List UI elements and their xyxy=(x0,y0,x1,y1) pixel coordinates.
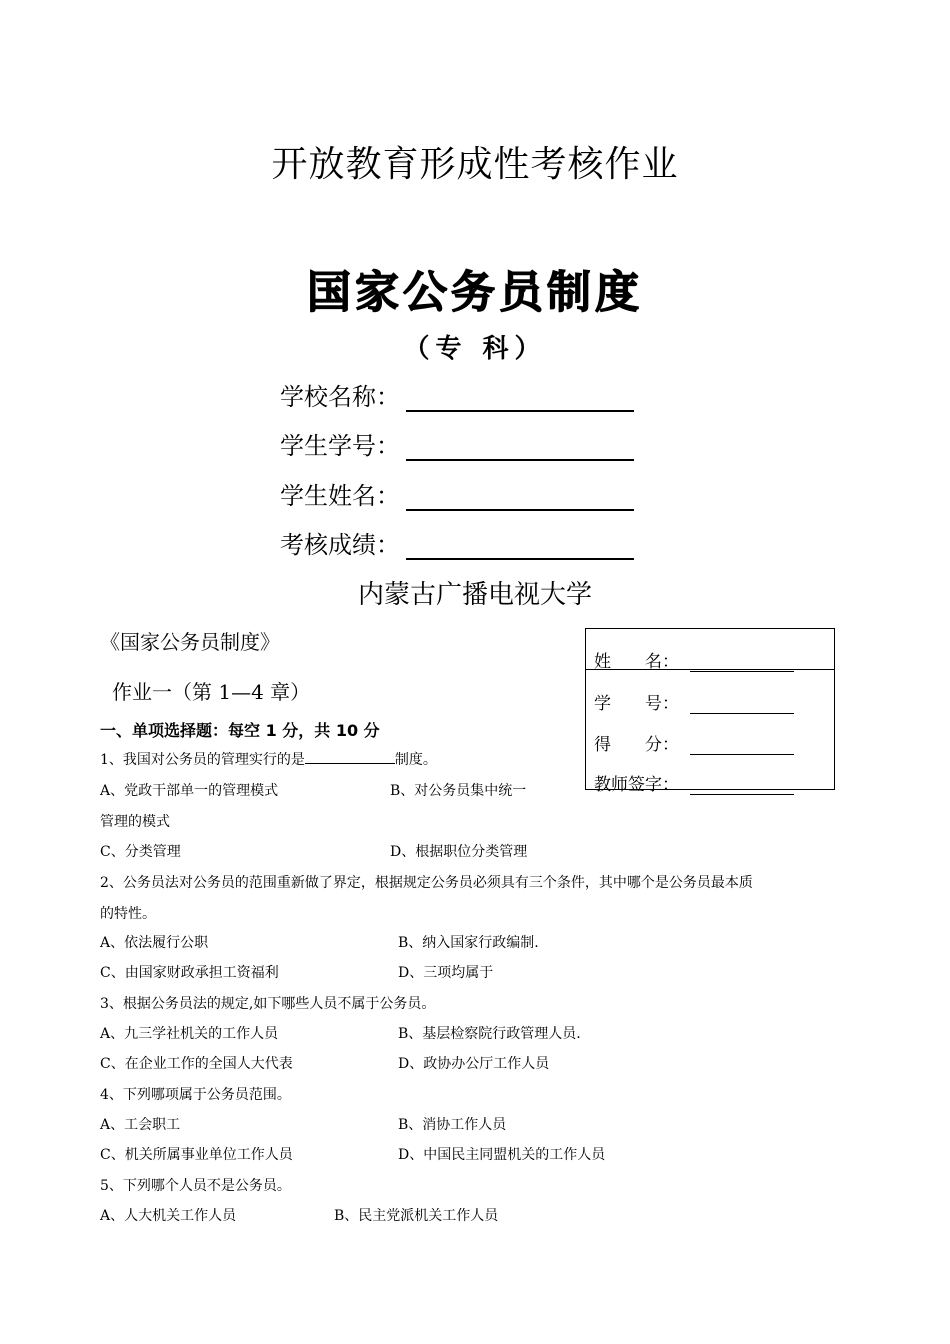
score-box xyxy=(585,628,835,795)
question-3-option-c: C、在企业工作的全国人大代表 xyxy=(100,1056,293,1072)
score-signature-label: 教师签字： xyxy=(594,775,679,795)
score-box-divider xyxy=(586,669,834,670)
question-2-option-c: C、由国家财政承担工资福利 xyxy=(100,965,279,981)
school-name-label: 学校名称： xyxy=(280,383,400,411)
question-5-option-a: A、人大机关工作人员 xyxy=(100,1208,237,1224)
question-4-option-d: D、中国民主同盟机关的工作人员 xyxy=(398,1147,606,1163)
main-title: 开放教育形成性考核作业 xyxy=(271,144,679,185)
question-2-stem-cont: 的特性。 xyxy=(100,906,156,922)
school-name-row xyxy=(280,376,634,412)
question-2-option-a: A、依法履行公职 xyxy=(100,935,209,951)
question-1-option-a: A、党政干部单一的管理模式 xyxy=(100,783,279,799)
score-points-row xyxy=(594,730,794,755)
university-name: 内蒙古广播电视大学 xyxy=(357,580,592,610)
score-points-label: 得 分： xyxy=(594,735,679,755)
grade-field[interactable] xyxy=(406,530,634,560)
question-5-option-b: B、民主党派机关工作人员 xyxy=(334,1208,499,1224)
score-points-field[interactable] xyxy=(690,736,794,755)
question-2-option-d: D、三项均属于 xyxy=(398,965,494,981)
score-signature-field[interactable] xyxy=(690,776,794,795)
student-id-row xyxy=(280,425,634,461)
question-3-option-b: B、基层检察院行政管理人员. xyxy=(398,1026,581,1042)
question-3-stem: 3、根据公务员法的规定,如下哪些人员不属于公务员。 xyxy=(100,996,436,1012)
student-name-field[interactable] xyxy=(406,481,634,511)
question-1-option-d: D、根据职位分类管理 xyxy=(390,844,528,860)
school-name-field[interactable] xyxy=(406,382,634,412)
question-1-stem-before: 1、我国对公务员的管理实行的是 xyxy=(100,752,305,768)
question-3-option-a: A、九三学社机关的工作人员 xyxy=(100,1026,279,1042)
question-3-option-d: D、政协办公厅工作人员 xyxy=(398,1056,550,1072)
student-name-label: 学生姓名： xyxy=(280,482,400,510)
question-1-stem xyxy=(100,749,437,769)
section-heading: 一、单项选择题：每空 1 分，共 10 分 xyxy=(100,721,380,740)
course-title: 国家公务员制度 xyxy=(307,267,643,318)
question-4-stem: 4、下列哪项属于公务员范围。 xyxy=(100,1087,291,1103)
course-level: （专 科） xyxy=(403,334,547,364)
assignment-title: 作业一（第 1—4 章） xyxy=(112,680,311,704)
grade-row xyxy=(280,524,634,560)
question-1-option-b: B、对公务员集中统一 xyxy=(390,783,527,799)
question-1-option-c: C、分类管理 xyxy=(100,844,181,860)
score-id-row xyxy=(594,689,794,714)
score-signature-row xyxy=(594,770,794,795)
question-1-option-b-cont: 管理的模式 xyxy=(100,814,170,830)
question-2-option-b: B、纳入国家行政编制. xyxy=(398,935,539,951)
question-1-blank[interactable] xyxy=(305,751,395,764)
question-2-stem: 2、公务员法对公务员的范围重新做了界定，根据规定公务员必须具有三个条件，其中哪个是公务员最本质 xyxy=(100,875,753,891)
question-4-option-a: A、工会职工 xyxy=(100,1117,181,1133)
doc-title: 《国家公务员制度》 xyxy=(100,630,280,654)
student-id-label: 学生学号： xyxy=(280,432,400,460)
question-4-option-b: B、消协工作人员 xyxy=(398,1117,507,1133)
score-name-label: 姓 名： xyxy=(594,652,679,672)
grade-label: 考核成绩： xyxy=(280,531,400,559)
score-id-label: 学 号： xyxy=(594,694,679,714)
question-1-stem-after: 制度。 xyxy=(394,752,437,768)
score-id-field[interactable] xyxy=(690,695,794,714)
student-id-field[interactable] xyxy=(406,431,634,461)
student-name-row xyxy=(280,475,634,511)
question-5-stem: 5、下列哪个人员不是公务员。 xyxy=(100,1178,291,1194)
question-4-option-c: C、机关所属事业单位工作人员 xyxy=(100,1147,293,1163)
